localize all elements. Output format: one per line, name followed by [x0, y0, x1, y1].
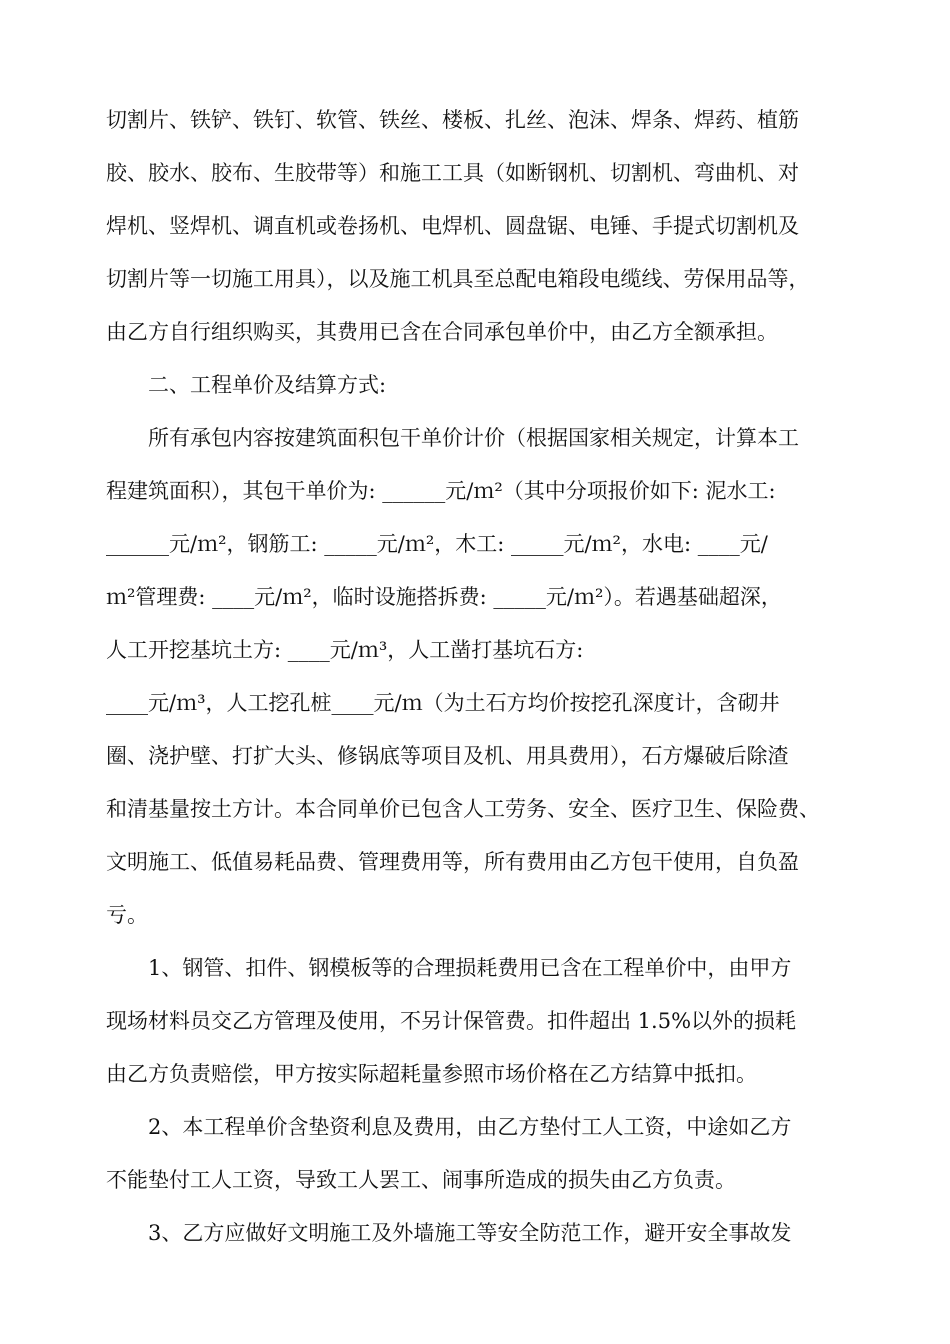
paragraph-line: 程建筑面积），其包干单价为: ______元/ｍ²（其中分项报价如下: 泥水工:	[106, 479, 776, 503]
clause-line: 不能垫付工人工资，导致工人罢工、闹事所造成的损失由乙方负责。	[106, 1168, 736, 1192]
paragraph-line: 圈、浇护壁、打扩大头、修锅底等项目及机、用具费用），石方爆破后除渣	[106, 744, 789, 768]
clause-line: 1、钢管、扣件、钢模板等的合理损耗费用已含在工程单价中，由甲方	[148, 956, 792, 980]
paragraph-line: 所有承包内容按建筑面积包干单价计价（根据国家相关规定，计算本工	[148, 426, 799, 450]
clause-line: 现场材料员交乙方管理及使用，不另计保管费。扣件超出 1.5%以外的损耗	[106, 1009, 797, 1033]
clause-line: 由乙方负责赔偿，甲方按实际超耗量参照市场价格在乙方结算中抵扣。	[106, 1062, 757, 1086]
paragraph-line: 亏。	[106, 903, 148, 927]
clause-line: 2、本工程单价含垫资利息及费用，由乙方垫付工人工资，中途如乙方	[148, 1115, 792, 1139]
paragraph-line: 和清基量按土方计。本合同单价已包含人工劳务、安全、医疗卫生、保险费、	[106, 797, 820, 821]
paragraph-line: 切割片、铁铲、铁钉、软管、铁丝、楼板、扎丝、泡沫、焊条、焊药、植筋	[106, 108, 799, 132]
paragraph-line: ｍ²管理费: ____元/ｍ²，临时设施搭拆费: _____元/ｍ²）。若遇基础超深，	[106, 585, 782, 609]
paragraph-line: 焊机、竖焊机、调直机或卷扬机、电焊机、圆盘锯、电锤、手提式切割机及	[106, 214, 799, 238]
paragraph-line: 文明施工、低值易耗品费、管理费用等，所有费用由乙方包干使用，自负盈	[106, 850, 799, 874]
paragraph-line: ____元/ｍ³，人工挖孔桩____元/ｍ（为土石方均价按挖孔深度计，含砌井	[106, 691, 780, 715]
clause-line: 3、乙方应做好文明施工及外墙施工等安全防范工作，避开安全事故发	[148, 1221, 792, 1245]
paragraph-line: 由乙方自行组织购买，其费用已含在合同承包单价中，由乙方全额承担。	[106, 320, 778, 344]
paragraph-line: 切割片等一切施工用具），以及施工机具至总配电箱段电缆线、劳保用品等，	[106, 267, 810, 291]
section-heading: 二、工程单价及结算方式:	[148, 373, 387, 397]
paragraph-line: ______元/ｍ²，钢筋工: _____元/ｍ²，木工: _____元/ｍ²，水电: ____元/	[106, 532, 768, 556]
paragraph-line: 胶、胶水、胶布、生胶带等）和施工工具（如断钢机、切割机、弯曲机、对	[106, 161, 799, 185]
paragraph-line: 人工开挖基坑土方: ____元/ｍ³，人工凿打基坑石方:	[106, 638, 584, 662]
